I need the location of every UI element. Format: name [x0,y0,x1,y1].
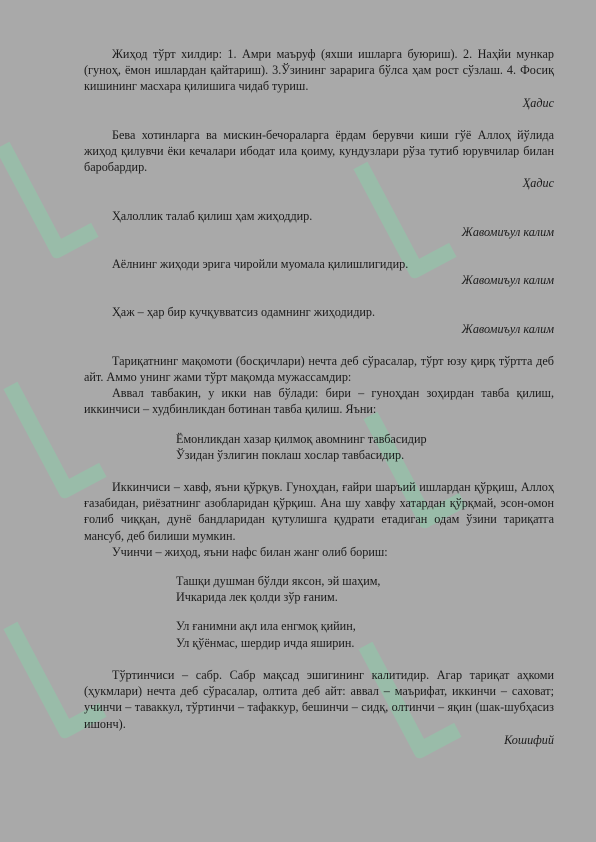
attribution: Ҳадис [522,95,554,110]
verse-line: Ул қўёнмас, шердир ичда яширин. [176,635,355,650]
spacer [84,337,554,353]
spacer [84,463,554,479]
paragraph: Тўртинчиси – сабр. Сабр мақсад эшигининг калитидир. Агар тариқат аҳкоми (ҳукмлари) нечта деб сўрасалар, олтита деб айт: аввал – маърифат, иккинчи – саховат; учинчи – таваккул, тўртинчи – тафаккур, бешинчи – сидқ, олтинчи – яқин (шак-шубҳасиз ишонч). [84,667,554,731]
paragraph: Ҳаж – ҳар бир кучқувватсиз одамнинг жиҳодидир. [112,305,376,320]
attribution: Жавомиъул калим [461,273,554,288]
verse-line: Ўзидан ўзлигин поклаш хослар тавбасидир. [176,447,405,462]
paragraph: Тариқатнинг мақомоти (босқичлари) нечта деб сўрасалар, тўрт юзу қирқ тўртта деб айт. Аммо унинг жами тўрт мақомда мужассамдир: [84,353,554,385]
verse-line: Ташқи душман бўлди якcон, эй шаҳим, [176,574,381,589]
document-page [84,46,554,748]
paragraph: Ҳалоллик талаб қилиш ҳам жиҳоддир. [112,208,313,223]
spacer [84,288,554,304]
paragraph: Аёлнинг жиҳоди эрига чиройли муомала қилишлигидир. [112,257,409,272]
verse-line: Ул ғанимни ақл ила енгмоқ қийин, [176,619,356,634]
attribution: Ҳадис [522,176,554,191]
paragraph: Учинчи – жиҳод, яъни нафс билан жанг олиб бориш: [112,544,388,559]
paragraph: Бева хотинларга ва мискин-бечораларга ёрдам берувчи киши гўё Аллоҳ йўлида жиҳод қилувчи ёки кечалари ибодат ила қоиму, кундузлари рўза тутиб юрувчилар билан баробардир. [84,127,554,175]
spacer [84,240,554,256]
verse-line: Ёмонликдан хазар қилмоқ авомнинг тавбасидир [176,431,427,446]
spacer [84,560,554,573]
attribution: Жавомиъул калим [461,321,554,336]
spacer [84,605,554,618]
paragraph: Иккинчиси – хавф, яъни қўрқув. Гуноҳдан, ғайри шаръий ишлардан қўрқиш, Аллоҳ ғазабидан, риёзатнинг азобларидан қўрқиш. Ана шу хавфу хатардан қўрқмай, эсон-омон ғолиб чиққан, дунё бандларидан қутулишга қудрати етадиган одам ўзини тариқатга мансуб, деб билиши мумкин. [84,480,554,543]
paragraph: Жиҳод тўрт хилдир: 1. Амри маъруф (яхши ишларга буюриш). 2. Наҳйи мункар (гуноҳ, ёмон ишлардан қайтариш). 3.Ўзининг зарарига бўлса ҳам рост сўзлаш. 4. Фосиқ кишининг масхара қилишига чидаб туриш. [84,47,554,94]
attribution: Жавомиъул калим [461,224,554,239]
verse-line: Ичкарида лек қолди зўр ғаним. [176,590,338,605]
spacer [84,111,554,127]
paragraph: Аввал тавбакин, у икки нав бўлади: бири – гуноҳдан зоҳирдан тавба қилиш, иккинчиси – худбинликдан ботинан тавба қилиш. Яъни: [84,386,554,417]
attribution: Кошифий [504,732,554,747]
spacer [84,192,554,208]
spacer [84,651,554,667]
spacer [84,418,554,431]
